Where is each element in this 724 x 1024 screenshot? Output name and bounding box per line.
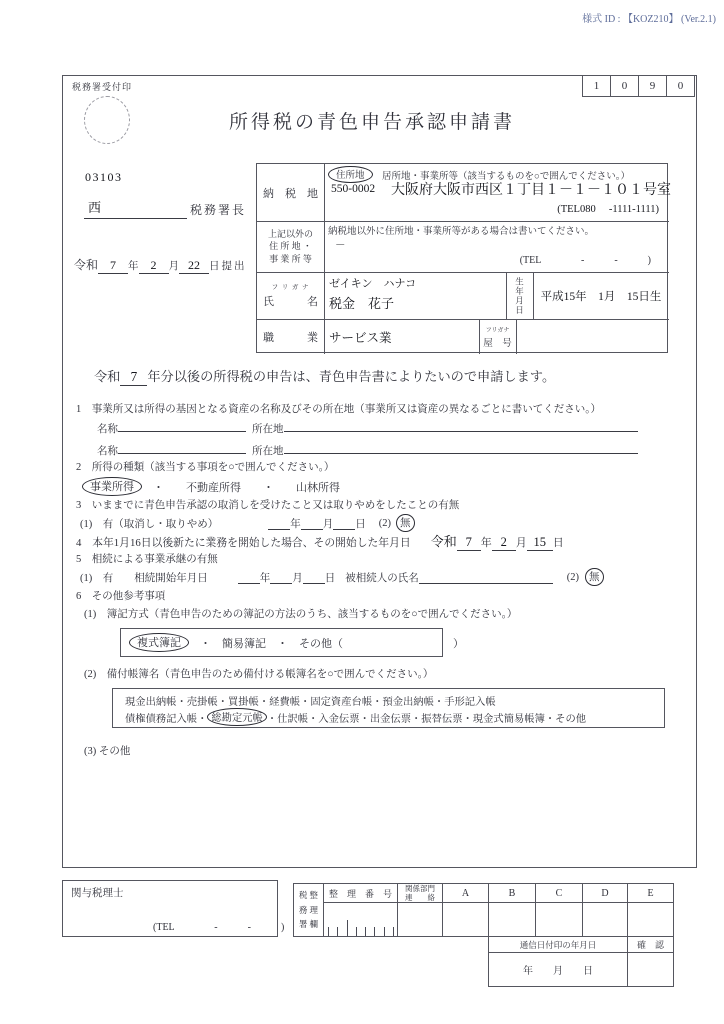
year-unit: 年 (290, 518, 301, 530)
other-address-value: － (335, 240, 346, 251)
item4-heading: 4 本年1月16日以後新たに業務を開始した場合、その開始した年月日 (76, 537, 411, 549)
serial-tick-marks (328, 906, 394, 936)
item3-line (80, 514, 415, 532)
column-e-header: E (627, 883, 674, 903)
column-e-cell (627, 902, 674, 937)
serial-number-header: 整 理 番 号 (323, 883, 398, 903)
table-divider (516, 319, 517, 354)
name-field-label: 名称 (97, 446, 118, 457)
tax-office-name-field: 西 (84, 197, 187, 219)
item4-era: 令和 (430, 534, 457, 549)
label-line: 上記以外の (267, 229, 313, 240)
year-blank (268, 517, 290, 530)
office-code: 03103 (85, 170, 123, 184)
bookkeeping-method-box (120, 628, 464, 657)
confirm-header: 確 認 (627, 936, 674, 953)
item2-options (82, 477, 340, 496)
label-line: 税 整 (298, 890, 319, 901)
tax-accountant-label: 関与税理士 (71, 888, 124, 899)
statement-year-field: 7 (120, 369, 147, 386)
ledger-line2-post: ・仕訳帳・入金伝票・出金伝票・振替伝票・現金式簡易帳簿・その他 (266, 713, 587, 725)
column-a-header: A (442, 883, 489, 903)
name-kana-value: ゼイキン ハナコ (329, 278, 417, 290)
other-address-row-label (257, 221, 324, 272)
table-divider (324, 164, 325, 354)
day-unit: 日 (324, 572, 336, 584)
ledger-line2 (125, 708, 586, 726)
month-blank (270, 571, 292, 584)
statement-text: 年分以後の所得税の申告は、青色申告書によりたいので申請します。 (147, 369, 556, 384)
item1-heading: 1 事業所又は所得の基因となる資産の名称及びその所在地（事業所又は資産の異なるごとに書いてください。） (76, 404, 601, 415)
column-a-cell (442, 902, 489, 937)
column-b-header: B (488, 883, 536, 903)
item4-year-field: 7 (457, 535, 481, 551)
postmark-date-header: 通信日付印の年月日 (488, 936, 628, 953)
year-unit: 年 (480, 537, 492, 549)
month-unit: 月 (322, 518, 334, 530)
column-c-cell (535, 902, 583, 937)
name-field-label: 名称 (97, 424, 118, 435)
code-digit: 0 (666, 75, 695, 97)
receipt-stamp-label: 税務署受付印 (72, 82, 133, 92)
job-value: サービス業 (329, 331, 392, 345)
month-unit: 月 (168, 261, 180, 272)
furigana-label: フ リ ガ ナ (271, 284, 310, 291)
item3-option2-label: (2) (378, 517, 391, 529)
label-line: 務 理 (298, 904, 319, 915)
item1-row1 (97, 419, 638, 436)
address-type-options: 居所地・事業所等（該当するものを○で囲んでください。） (372, 171, 631, 182)
income-type-options: ・ 不動産所得 ・ 山林所得 (142, 481, 340, 494)
office-use-table (293, 883, 674, 987)
day-unit: 日 (552, 537, 564, 549)
heir-name-label: 被相続人の氏名 (345, 572, 419, 584)
bookkeeping-other-options: ・ 簡易簿記 ・ その他（ ） (189, 637, 464, 650)
ledger-names-label: (2) 備付帳簿名（青色申告のため備付ける帳簿名を○で囲んでください。） (84, 669, 434, 680)
related-dept-header (397, 883, 443, 903)
item6-heading: 6 その他参考事項 (76, 591, 166, 602)
item3-option1: (1) 有（取消し・取りやめ） (80, 518, 219, 530)
serial-number-cell (323, 902, 398, 937)
application-statement (94, 366, 555, 386)
bookkeeping-method-label: (1) 簿記方式（青色申告のための簿記の方法のうち、該当するものを○で囲んでください。） (84, 609, 518, 620)
office-use-label-cell (293, 883, 324, 937)
item4-month-field: 2 (492, 535, 516, 551)
item4-day-field: 15 (527, 535, 553, 551)
name-value: 税金 花子 (329, 296, 395, 311)
submission-era: 令和 (74, 258, 99, 272)
column-d-cell (582, 902, 628, 937)
form-id: 様式 ID : 【KOZ210】 (Ver.2.1) (582, 14, 716, 25)
submission-month-field: 2 (139, 258, 169, 274)
business-name-blank (118, 441, 246, 454)
submission-year-field: 7 (98, 258, 128, 274)
label-line: 関係部門 (405, 884, 435, 893)
code-digit: 1 (582, 75, 611, 97)
yago-furigana-label: フリガナ (485, 327, 510, 334)
taxpayer-table (256, 163, 671, 353)
day-submit-unit: 日提出 (209, 261, 247, 272)
ledger-line2-pre: 債権債務記入帳・ (125, 713, 208, 725)
item3-heading: 3 いままでに青色申告承認の取消しを受けたこと又は取りやめをしたことの有無 (76, 500, 460, 511)
tax-accountant-box (62, 880, 285, 937)
business-location-blank (284, 441, 638, 454)
code-digit-boxes (582, 75, 695, 97)
birthdate-label: 生年月日 (514, 276, 525, 315)
address-row-label: 納 税 地 (263, 187, 318, 200)
yago-label: 屋 号 (483, 338, 512, 349)
label-line: 署 欄 (298, 919, 319, 930)
year-blank (238, 571, 260, 584)
item2-heading: 2 所得の種類（該当する事項を○で囲んでください。） (76, 462, 335, 473)
address-type-selected: 住所地 (328, 166, 373, 183)
label-line: 事 業 所 等 (269, 253, 312, 264)
item3-selected-none: 無 (396, 514, 415, 532)
month-unit: 月 (292, 572, 303, 584)
confirm-cell (627, 952, 674, 987)
column-b-cell (488, 902, 536, 937)
day-blank (333, 517, 355, 530)
year-unit: 年 (128, 261, 139, 272)
month-unit: 月 (515, 537, 527, 549)
item1-row2 (97, 441, 638, 458)
ledger-line1: 現金出納帳・売掛帳・買掛帳・経費帳・固定資産台帳・預金出納帳・手形記入帳 (125, 697, 496, 708)
code-digit: 9 (638, 75, 667, 97)
item4-line (76, 531, 564, 551)
submission-date-line (74, 256, 247, 274)
related-dept-cell (397, 902, 443, 937)
yago-label-cell (479, 319, 516, 354)
bookkeeping-selected: 複式簿記 (129, 633, 189, 652)
item6-other-label: (3) その他 (84, 746, 131, 757)
other-address-tel-blank: (TEL - - ) (519, 255, 651, 266)
item5-line (80, 568, 604, 586)
label-line: 連 絡 (405, 893, 435, 902)
item5-heading: 5 相続による事業承継の有無 (76, 554, 218, 565)
address-value: 大阪府大阪市西区１丁目１－１－１０１号室 (391, 183, 671, 198)
location-field-label: 所在地 (252, 446, 284, 457)
postal-code-value: 550-0002 (331, 183, 376, 195)
code-digit: 0 (610, 75, 639, 97)
column-d-header: D (582, 883, 628, 903)
label-line: 住 所 地 ・ (269, 241, 312, 252)
ledger-names-box (112, 688, 665, 728)
job-row-label: 職 業 (263, 331, 318, 344)
item5-option2-label: (2) (566, 571, 579, 583)
column-c-header: C (535, 883, 583, 903)
day-unit: 日 (355, 518, 366, 530)
income-type-selected: 事業所得 (82, 477, 142, 496)
form-title: 所得税の青色申告承認申請書 (228, 112, 515, 133)
year-unit: 年 (259, 572, 271, 584)
month-blank (301, 517, 323, 530)
ledger-selected: 総勘定元帳 (207, 708, 266, 726)
business-name-blank (118, 419, 246, 432)
item5-selected-none: 無 (585, 568, 604, 586)
postmark-ymd-cell: 年 月 日 (488, 952, 628, 987)
name-row-label (257, 272, 324, 319)
submission-day-field: 22 (179, 258, 209, 274)
name-label: 氏 名 (263, 296, 318, 308)
location-field-label: 所在地 (252, 424, 284, 435)
day-blank (303, 571, 325, 584)
other-address-instruction: 納税地以外に住所地・事業所等がある場合は書いてください。 (328, 227, 595, 237)
statement-era: 令和 (94, 369, 121, 384)
item5-option1: (1) 有 相続開始年月日 (80, 572, 208, 584)
tax-office-title: 税務署長 (190, 203, 247, 217)
address-tel-value: (TEL080 -1111-1111) (557, 204, 659, 215)
business-location-blank (284, 419, 638, 432)
birthdate-value: 平成15年 1月 15日生 (540, 290, 662, 303)
heir-name-blank (419, 571, 553, 584)
bookkeeping-options (129, 629, 464, 656)
tax-accountant-tel-blank: (TEL - - ) (153, 922, 285, 933)
